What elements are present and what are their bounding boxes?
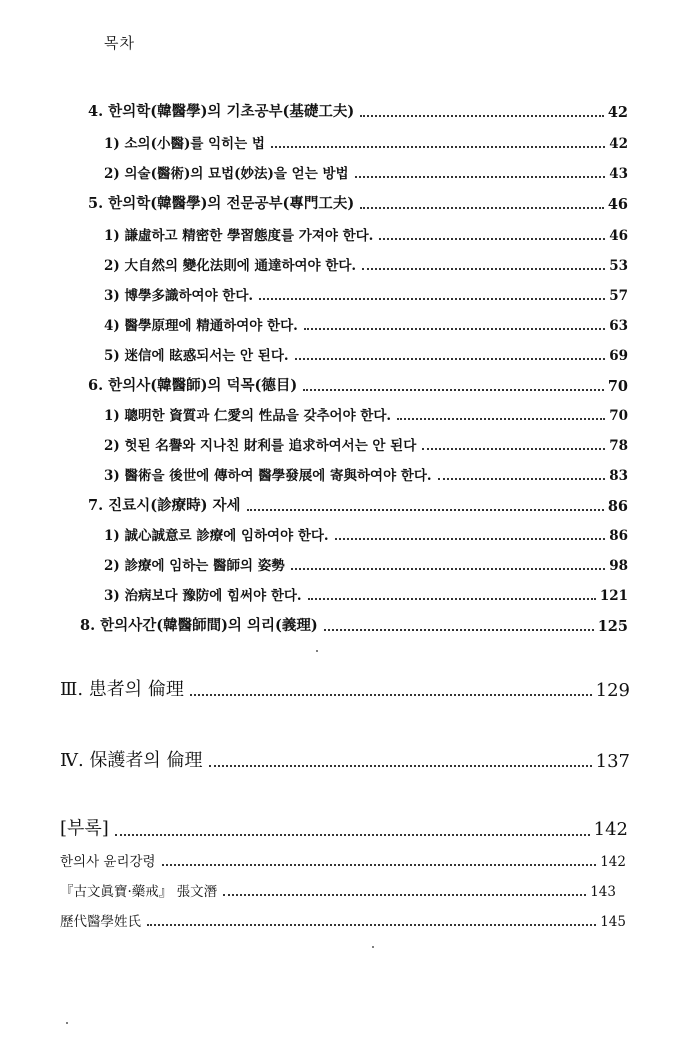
dot-leader [209,765,592,767]
toc-entry-title: 3) 治病보다 豫防에 힘써야 한다. [104,588,302,604]
dot-leader [304,328,605,330]
toc-entry-section-7-2[interactable] [104,554,628,574]
dot-leader [308,598,596,600]
toc-entry-title: 歷代醫學姓氏 [60,914,141,930]
toc-entry-title: 5) 迷信에 眩惑되서는 안 된다. [104,348,289,364]
dot-leader [190,694,592,696]
toc-entry-title: 8. 한의사간(韓醫師間)의 의리(義理) [80,617,318,634]
dot-leader [259,298,605,300]
dot-leader [291,568,605,570]
toc-entry-section-5-3[interactable] [104,284,628,304]
toc-entry-title: 6. 한의사(韓醫師)의 덕목(德目) [88,377,298,394]
toc-entry-title: Ⅲ. 患者의 倫理 [60,679,184,700]
toc-entry-title: 1) 謙虛하고 精密한 學習態度를 가져야 한다. [104,228,374,244]
toc-entry-section-5[interactable] [88,192,628,213]
toc-entry-page: 63 [609,318,628,334]
toc-entry-page: 57 [609,288,628,304]
toc-entry-section-6-3[interactable] [104,464,628,484]
toc-entry-page: 42 [607,104,628,121]
toc-entry-section-6-2[interactable] [104,434,628,454]
toc-entry-title: Ⅳ. 保護者의 倫理 [60,750,203,771]
toc-entry-title: 4. 한의학(韓醫學)의 기초공부(基礎工夫) [88,103,355,120]
toc-entry-title: 7. 진료시(診療時) 자세 [88,497,241,514]
dot-leader [360,207,604,209]
dot-leader [162,864,597,866]
toc-entry-title: 2) 大自然의 變化法則에 通達하여야 한다. [104,258,357,274]
dot-leader [295,358,606,360]
toc-entry-page: 43 [609,166,628,182]
toc-entry-page: 145 [600,914,626,930]
dot-leader [223,894,586,896]
toc-entry-title: 3) 博學多識하여야 한다. [104,288,254,304]
dot-leader [115,834,590,836]
toc-entry-appendix-1[interactable] [60,850,626,870]
toc-entry-title: 3) 醫術을 後世에 傳하여 醫學發展에 寄與하여야 한다. [104,468,432,484]
toc-entry-section-4[interactable] [88,100,628,121]
toc-entry-page: 137 [595,751,630,772]
toc-entry-page: 42 [609,136,628,152]
toc-entry-appendix-3[interactable] [60,910,626,930]
toc-entry-section-4-2[interactable] [104,162,628,182]
dot-leader [147,924,596,926]
toc-entry-appendix[interactable] [60,814,628,840]
toc-entry-section-5-5[interactable] [104,344,628,364]
dot-leader [422,448,605,450]
toc-entry-section-5-2[interactable] [104,254,628,274]
toc-entry-title: 1) 소의(小醫)를 익히는 법 [104,136,265,152]
toc-entry-appendix-2[interactable] [60,880,616,900]
toc-entry-title: 1) 聰明한 資質과 仁愛의 性品을 갖추어야 한다. [104,408,392,424]
toc-entry-part-4[interactable] [60,746,630,772]
toc-entry-title: 한의사 윤리강령 [60,854,156,870]
toc-entry-title: 2) 診療에 임하는 醫師의 姿勢 [104,558,285,574]
toc-entry-section-7[interactable] [88,494,628,515]
toc-entry-page: 142 [600,854,626,870]
scan-speck [316,650,318,652]
page-header-title: 목차 [104,34,135,52]
toc-entry-section-7-1[interactable] [104,524,628,544]
toc-entry-page: 53 [609,258,628,274]
dot-leader [360,115,604,117]
toc-entry-section-6[interactable] [88,374,628,395]
toc-entry-title: [부록] [60,818,109,839]
toc-entry-page: 121 [599,588,628,604]
toc-entry-section-6-1[interactable] [104,404,628,424]
dot-leader [379,238,605,240]
dot-leader [247,509,604,511]
toc-entry-section-5-4[interactable] [104,314,628,334]
toc-entry-title: 2) 의술(醫術)의 묘법(妙法)을 얻는 방법 [104,166,349,182]
toc-entry-page: 78 [609,438,628,454]
dot-leader [303,389,604,391]
dot-leader [324,629,594,631]
toc-entry-page: 83 [609,468,628,484]
scan-speck [66,1022,68,1024]
toc-entry-page: 129 [595,680,630,701]
toc-entry-section-4-1[interactable] [104,132,628,152]
toc-entry-page: 143 [590,884,616,900]
toc-entry-title: 『古文眞寶·藥戒』 張文潛 [60,884,218,900]
toc-entry-page: 86 [609,528,628,544]
toc-entry-page: 142 [593,819,628,840]
toc-entry-title: 5. 한의학(韓醫學)의 전문공부(專門工夫) [88,195,355,212]
toc-entry-page: 69 [609,348,628,364]
dot-leader [335,538,606,540]
toc-entry-page: 98 [609,558,628,574]
dot-leader [438,478,606,480]
toc-entry-section-7-3[interactable] [104,584,628,604]
toc-entry-page: 125 [597,618,628,635]
toc-entry-section-5-1[interactable] [104,224,628,244]
dot-leader [355,176,606,178]
toc-entry-page: 86 [607,498,628,515]
toc-entry-page: 70 [607,378,628,395]
dot-leader [397,418,605,420]
scan-speck [372,946,374,948]
toc-entry-title: 2) 헛된 名譽와 지나친 財利를 追求하여서는 안 된다 [104,438,417,454]
toc-entry-page: 70 [609,408,628,424]
dot-leader [271,146,605,148]
dot-leader [362,268,605,270]
toc-entry-page: 46 [609,228,628,244]
toc-entry-part-3[interactable] [60,675,630,701]
toc-entry-section-8[interactable] [80,614,628,635]
toc-entry-title: 1) 誠心誠意로 診療에 임하여야 한다. [104,528,329,544]
toc-entry-page: 46 [607,196,628,213]
toc-entry-title: 4) 醫學原理에 精通하여야 한다. [104,318,298,334]
